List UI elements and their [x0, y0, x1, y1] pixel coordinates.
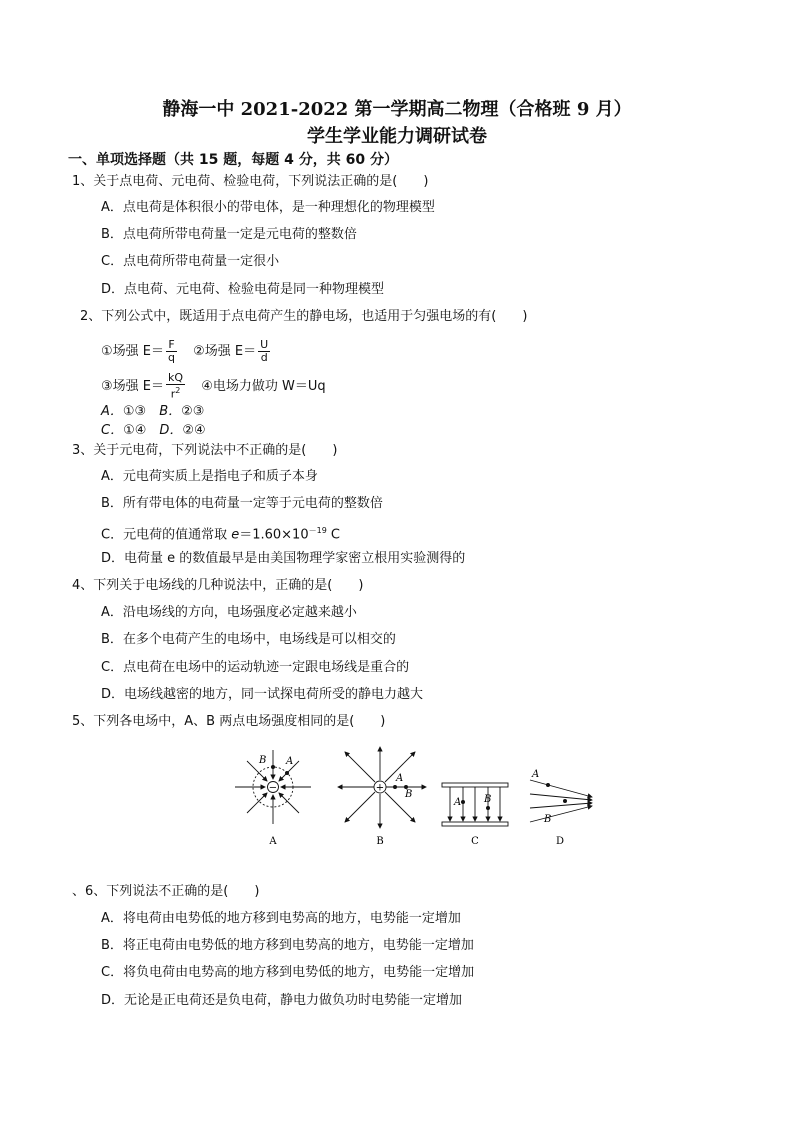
q1-option-d: D．点电荷、元电荷、检验电荷是同一种物理模型 [101, 282, 385, 297]
q5-field-diagrams [230, 742, 610, 852]
q2-f2-numerator: U [260, 338, 269, 351]
q2-formula-3-fraction [166, 372, 185, 401]
q6-option-a: A．将电荷由电势低的地方移到电势高的地方，电势能一定增加 [101, 911, 461, 926]
figure-a-label-a: A [286, 756, 294, 767]
q2-formula-2-fraction [258, 339, 270, 364]
q6-option-b: B．将正电荷由电势低的地方移到电势高的地方，电势能一定增加 [101, 938, 474, 953]
figure-d-point-b [563, 799, 567, 803]
figure-d-label-b: B [544, 814, 552, 825]
figure-c-parallel-plates [442, 783, 508, 826]
q2-f2-denominator: d [260, 351, 268, 364]
figure-b-label-b: B [405, 789, 413, 800]
q4-option-b: B．在多个电荷产生的电场中，电场线是可以相交的 [101, 632, 396, 647]
q2-formula-3-label: ③场强 E＝ [101, 378, 165, 394]
q2-formula-2-label: ②场强 E＝ [193, 344, 257, 359]
q2-formulas-row2 [101, 372, 326, 401]
q2-options-ab: A．①③ B．②③ [101, 404, 205, 419]
q3-stem: 3、关于元电荷，下列说法中不正确的是( ) [72, 443, 338, 458]
figure-c-point-b [486, 806, 490, 810]
q6-option-c: C．将负电荷由电势高的地方移到电势低的地方，电势能一定增加 [101, 965, 475, 980]
figure-c-label-a: A [454, 797, 462, 808]
figure-a-point-b [271, 765, 275, 769]
figure-b-charge-sign: + [375, 782, 385, 794]
q6-option-d: D．无论是正电荷还是负电荷，静电力做负功时电势能一定增加 [101, 993, 463, 1008]
section-heading: 一、单项选择题（共 15 题，每题 4 分，共 60 分） [68, 152, 398, 168]
figure-d-point-a [546, 783, 550, 787]
figure-d-converging-lines [530, 780, 592, 822]
figure-a-label-b: B [259, 755, 267, 766]
q4-option-a: A．沿电场线的方向，电场强度必定越来越小 [101, 605, 357, 620]
q2-f3-denominator: $r^2$ [170, 386, 181, 401]
figure-b-caption: B [376, 836, 384, 847]
figure-a-point-a [285, 771, 289, 775]
figure-b-label-a: A [396, 773, 404, 784]
q6-stem: 、6、下列说法不正确的是( ) [72, 884, 260, 899]
q3-option-c: C．元电荷的值通常取 $e=1.60\times 10^{-19}$ C [101, 526, 341, 543]
figure-c-caption: C [471, 836, 479, 847]
q1-stem: 1、关于点电荷、元电荷、检验电荷，下列说法正确的是( ) [72, 174, 429, 189]
q1-option-c: C．点电荷所带电荷量一定很小 [101, 254, 280, 269]
q2-formulas-row1 [101, 338, 272, 366]
q3-option-b: B．所有带电体的电荷量一定等于元电荷的整数倍 [101, 496, 383, 511]
figure-c-label-b: B [484, 794, 492, 805]
q1-option-a: A．点电荷是体积很小的带电体，是一种理想化的物理模型 [101, 200, 435, 215]
figure-b-point-a [393, 785, 397, 789]
figure-d-caption: D [555, 836, 565, 847]
figure-d-label-a: A [532, 769, 540, 780]
q3-option-d: D．电荷量 e 的数值最早是由美国物理学家密立根用实验测得的 [101, 551, 466, 566]
q3-option-a: A．元电荷实质上是指电子和质子本身 [101, 469, 318, 484]
q2-f3-numerator: kQ [168, 371, 184, 384]
q4-option-d: D．电场线越密的地方，同一试探电荷所受的静电力越大 [101, 687, 424, 702]
q2-formula-1-label: ①场强 E＝ [101, 344, 165, 359]
q4-option-c: C．点电荷在电场中的运动轨迹一定跟电场线是重合的 [101, 660, 410, 675]
q2-stem: 2、下列公式中，既适用于点电荷产生的静电场，也适用于匀强电场的有( ) [80, 309, 528, 324]
q2-formula-4: ④电场力做功 W＝Uq [201, 378, 326, 394]
q2-formula-1-fraction [166, 339, 177, 364]
figure-a-charge-sign: − [268, 782, 278, 794]
q1-option-b: B．点电荷所带电荷量一定是元电荷的整数倍 [101, 227, 357, 242]
q2-options-cd: C．①④ D．②④ [101, 423, 206, 438]
q4-stem: 4、下列关于电场线的几种说法中，正确的是( ) [72, 578, 364, 593]
q2-f1-numerator: F [168, 338, 175, 351]
figure-a-caption: A [269, 836, 277, 847]
q5-stem: 5、下列各电场中，A、B 两点电场强度相同的是( ) [72, 714, 386, 729]
exam-title: 静海一中 2021-2022 第一学期高二物理（合格班 9 月） [162, 99, 632, 120]
q2-f1-denominator: q [168, 351, 175, 364]
exam-subtitle: 学生学业能力调研试卷 [307, 126, 487, 147]
figure-c-point-a [461, 800, 465, 804]
